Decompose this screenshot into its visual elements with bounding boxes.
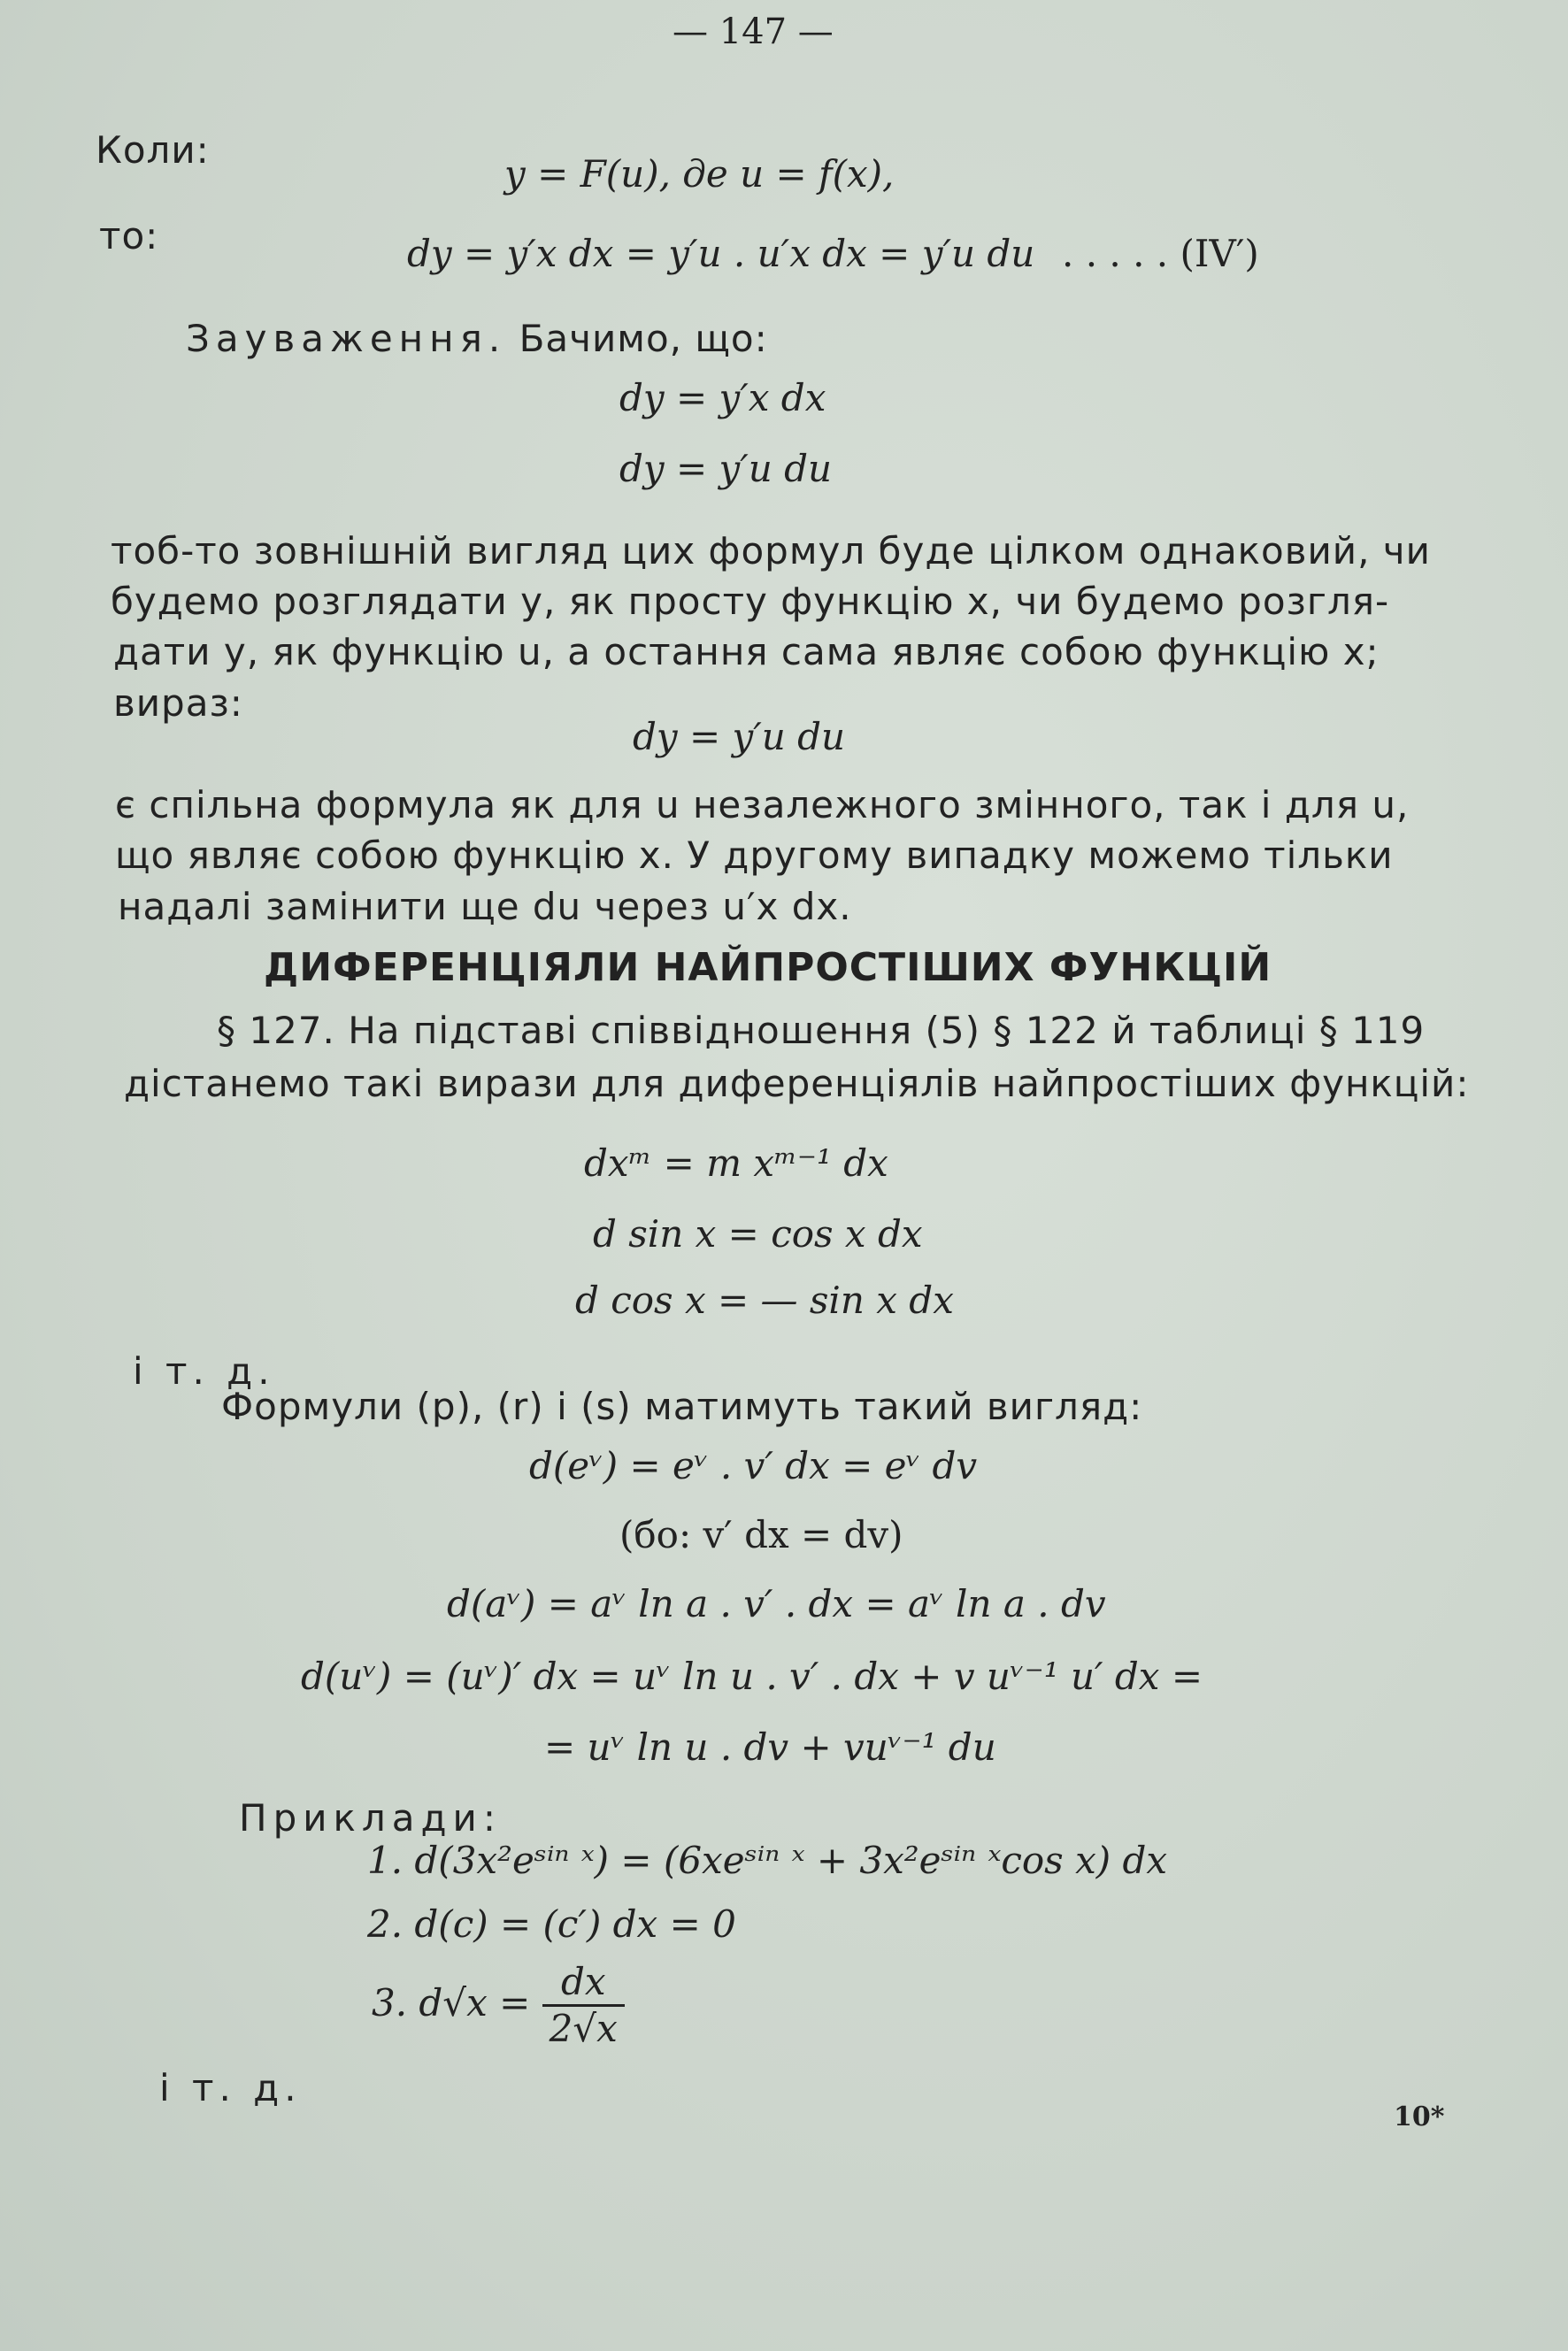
formula-line: dy = y′u du bbox=[619, 447, 833, 490]
text-line: тоб-то зовнішній вигляд цих формул буде цілком однаковий, чи bbox=[111, 529, 1431, 572]
remark-line bbox=[186, 317, 768, 361]
formula-line: d(uᵛ) = (uᵛ)′ dx = uᵛ ln u . v′ . dx + v uᵛ⁻¹ u′ dx = bbox=[301, 1655, 1203, 1698]
remark-label: Зауваження. bbox=[186, 317, 507, 360]
text-line: надалі замінити ще du через u′x dx. bbox=[118, 885, 852, 928]
text-line: є спільна формула як для u незалежного змінного, так і для u, bbox=[115, 783, 1410, 826]
text-line: дати y, як функцію u, а остання сама являє собою функцію x; bbox=[113, 630, 1380, 673]
equation-number: . . . . . (IV′) bbox=[1062, 232, 1259, 275]
text-line: вираз: bbox=[113, 681, 243, 725]
example-line bbox=[372, 1960, 625, 2052]
formula-line: dy = y′x dx bbox=[619, 376, 826, 419]
page-number: — 147 — bbox=[673, 12, 834, 52]
formula-line: dxᵐ = m xᵐ⁻¹ dx bbox=[584, 1141, 888, 1185]
text-line: то: bbox=[99, 214, 159, 257]
example-lead: 3. d√x = bbox=[372, 1980, 531, 2024]
fraction-numerator: dx bbox=[542, 1960, 625, 2007]
formula-line: d sin x = cos x dx bbox=[593, 1212, 923, 1256]
formula-line: d(eᵛ) = eᵛ . v′ dx = eᵛ dv bbox=[529, 1444, 978, 1487]
formula-line: dy = y′x dx = y′u . u′x dx = y′u du bbox=[407, 232, 1035, 275]
text-line: і т. д. bbox=[133, 1349, 275, 1393]
formula-line: (бо: v′ dx = dv) bbox=[619, 1513, 903, 1556]
text-line: будемо розглядати y, як просту функцію x, чи будемо розгля- bbox=[111, 580, 1390, 623]
remark-text: Бачимо, що: bbox=[519, 317, 768, 360]
text-line: Коли: bbox=[96, 128, 210, 172]
text-line: дістанемо такі вирази для диференціялів найпростіших функцій: bbox=[124, 1062, 1470, 1105]
text-line: Формули (p), (r) і (s) матимуть такий вигляд: bbox=[221, 1385, 1143, 1428]
formula-line: = uᵛ ln u . dv + vuᵛ⁻¹ du bbox=[544, 1725, 996, 1769]
formula-line: d(aᵛ) = aᵛ ln a . v′ . dx = aᵛ ln a . dv bbox=[447, 1582, 1106, 1625]
formula-line: d cos x = — sin x dx bbox=[575, 1279, 954, 1322]
text-line: і т. д. bbox=[159, 2066, 302, 2109]
text-line: що являє собою функцію x. У другому випадку можемо тільки bbox=[115, 834, 1394, 877]
examples-label: Приклади: bbox=[239, 1796, 502, 1840]
fraction-denominator: 2√x bbox=[549, 2007, 618, 2051]
signature-mark: 10* bbox=[1394, 2101, 1445, 2132]
fraction bbox=[542, 1960, 625, 2052]
text-line: § 127. На підставі співвідношення (5) § 122 й таблиці § 119 bbox=[217, 1009, 1426, 1052]
example-line: 2. d(c) = (c′) dx = 0 bbox=[367, 1902, 736, 1946]
formula-line: dy = y′u du bbox=[633, 715, 846, 758]
section-heading: ДИФЕРЕНЦІЯЛИ НАЙПРОСТІШИХ ФУНКЦІЙ bbox=[264, 945, 1272, 990]
formula-line: y = F(u), де u = f(x), bbox=[504, 152, 895, 196]
example-line: 1. d(3x²eˢⁱⁿ ˣ) = (6xeˢⁱⁿ ˣ + 3x²eˢⁱⁿ ˣcos x) dx bbox=[367, 1839, 1168, 1882]
